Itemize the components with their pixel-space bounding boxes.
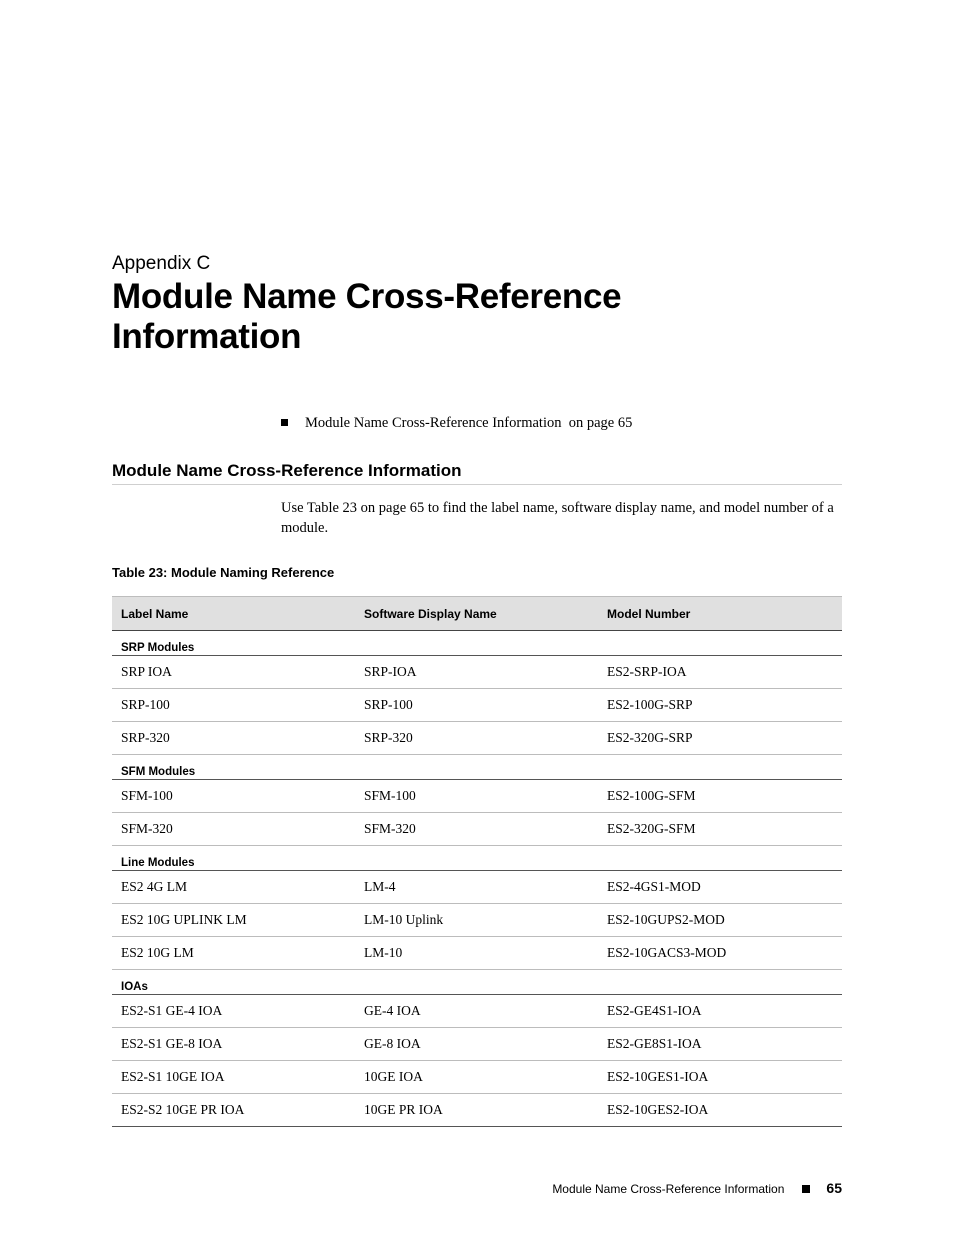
table-row xyxy=(112,995,842,1028)
table-row xyxy=(112,871,842,904)
cell-display-name: SRP-100 xyxy=(355,689,598,722)
cell-label-name: SFM-320 xyxy=(112,813,355,846)
table-row xyxy=(112,1028,842,1061)
cell-display-name: 10GE PR IOA xyxy=(355,1094,598,1127)
table-row xyxy=(112,656,842,689)
cell-model-number: ES2-10GUPS2-MOD xyxy=(598,904,842,937)
cell-label-name: SRP-320 xyxy=(112,722,355,755)
cell-label-name: SRP-100 xyxy=(112,689,355,722)
cell-label-name: SRP IOA xyxy=(112,656,355,689)
cell-display-name: SRP-IOA xyxy=(355,656,598,689)
cell-model-number: ES2-320G-SFM xyxy=(598,813,842,846)
cell-model-number: ES2-100G-SFM xyxy=(598,780,842,813)
page-number: 65 xyxy=(826,1180,842,1196)
cell-label-name: ES2 10G UPLINK LM xyxy=(112,904,355,937)
cell-display-name: SRP-320 xyxy=(355,722,598,755)
cell-display-name: LM-10 Uplink xyxy=(355,904,598,937)
cell-model-number: ES2-100G-SRP xyxy=(598,689,842,722)
cell-label-name: SFM-100 xyxy=(112,780,355,813)
cell-display-name: GE-4 IOA xyxy=(355,995,598,1028)
cell-display-name: 10GE IOA xyxy=(355,1061,598,1094)
cell-model-number: ES2-4GS1-MOD xyxy=(598,871,842,904)
group-heading: SFM Modules xyxy=(112,755,842,780)
page-footer xyxy=(552,1179,842,1198)
table-row xyxy=(112,722,842,755)
cell-label-name: ES2 4G LM xyxy=(112,871,355,904)
table-row xyxy=(112,780,842,813)
cell-display-name: SFM-320 xyxy=(355,813,598,846)
cell-label-name: ES2-S1 10GE IOA xyxy=(112,1061,355,1094)
table-row xyxy=(112,904,842,937)
intro-paragraph: Use Table 23 on page 65 to find the label name, software display name, and model number of a module. xyxy=(281,500,834,536)
cell-label-name: ES2-S1 GE-4 IOA xyxy=(112,995,355,1028)
table-group-row xyxy=(112,970,842,995)
cell-model-number: ES2-10GACS3-MOD xyxy=(598,937,842,970)
table-group-row xyxy=(112,631,842,656)
table-row xyxy=(112,813,842,846)
column-header-display-name: Software Display Name xyxy=(355,597,598,631)
chapter-title: Module Name Cross-Reference Information xyxy=(112,277,622,356)
toc-page-ref: on page 65 xyxy=(568,415,633,431)
cell-display-name: GE-8 IOA xyxy=(355,1028,598,1061)
group-heading: SRP Modules xyxy=(112,631,842,656)
table-body xyxy=(112,631,842,1127)
section-heading: Module Name Cross-Reference Information xyxy=(112,460,842,485)
cell-model-number: ES2-10GES1-IOA xyxy=(598,1061,842,1094)
table-row xyxy=(112,1094,842,1127)
table-group-row xyxy=(112,846,842,871)
table-row xyxy=(112,937,842,970)
cell-display-name: LM-10 xyxy=(355,937,598,970)
cell-label-name: ES2-S1 GE-8 IOA xyxy=(112,1028,355,1061)
appendix-label: Appendix C xyxy=(112,253,211,274)
cell-display-name: LM-4 xyxy=(355,871,598,904)
cell-label-name: ES2 10G LM xyxy=(112,937,355,970)
table-header-row xyxy=(112,597,842,631)
bullet-icon xyxy=(281,419,288,426)
chapter-toc xyxy=(281,413,632,433)
cell-display-name: SFM-100 xyxy=(355,780,598,813)
column-header-model-number: Model Number xyxy=(598,597,842,631)
table-row xyxy=(112,689,842,722)
column-header-label-name: Label Name xyxy=(112,597,355,631)
cell-model-number: ES2-320G-SRP xyxy=(598,722,842,755)
toc-link[interactable]: Module Name Cross-Reference Information xyxy=(305,415,562,431)
table-row xyxy=(112,1061,842,1094)
cell-model-number: ES2-GE8S1-IOA xyxy=(598,1028,842,1061)
cell-model-number: ES2-GE4S1-IOA xyxy=(598,995,842,1028)
table-group-row xyxy=(112,755,842,780)
cell-model-number: ES2-SRP-IOA xyxy=(598,656,842,689)
group-heading: IOAs xyxy=(112,970,842,995)
cell-label-name: ES2-S2 10GE PR IOA xyxy=(112,1094,355,1127)
cell-model-number: ES2-10GES2-IOA xyxy=(598,1094,842,1127)
table-caption: Table 23: Module Naming Reference xyxy=(112,565,335,580)
group-heading: Line Modules xyxy=(112,846,842,871)
footer-square-icon xyxy=(802,1185,810,1193)
module-naming-table xyxy=(112,596,842,1127)
footer-title: Module Name Cross-Reference Information xyxy=(552,1182,785,1196)
